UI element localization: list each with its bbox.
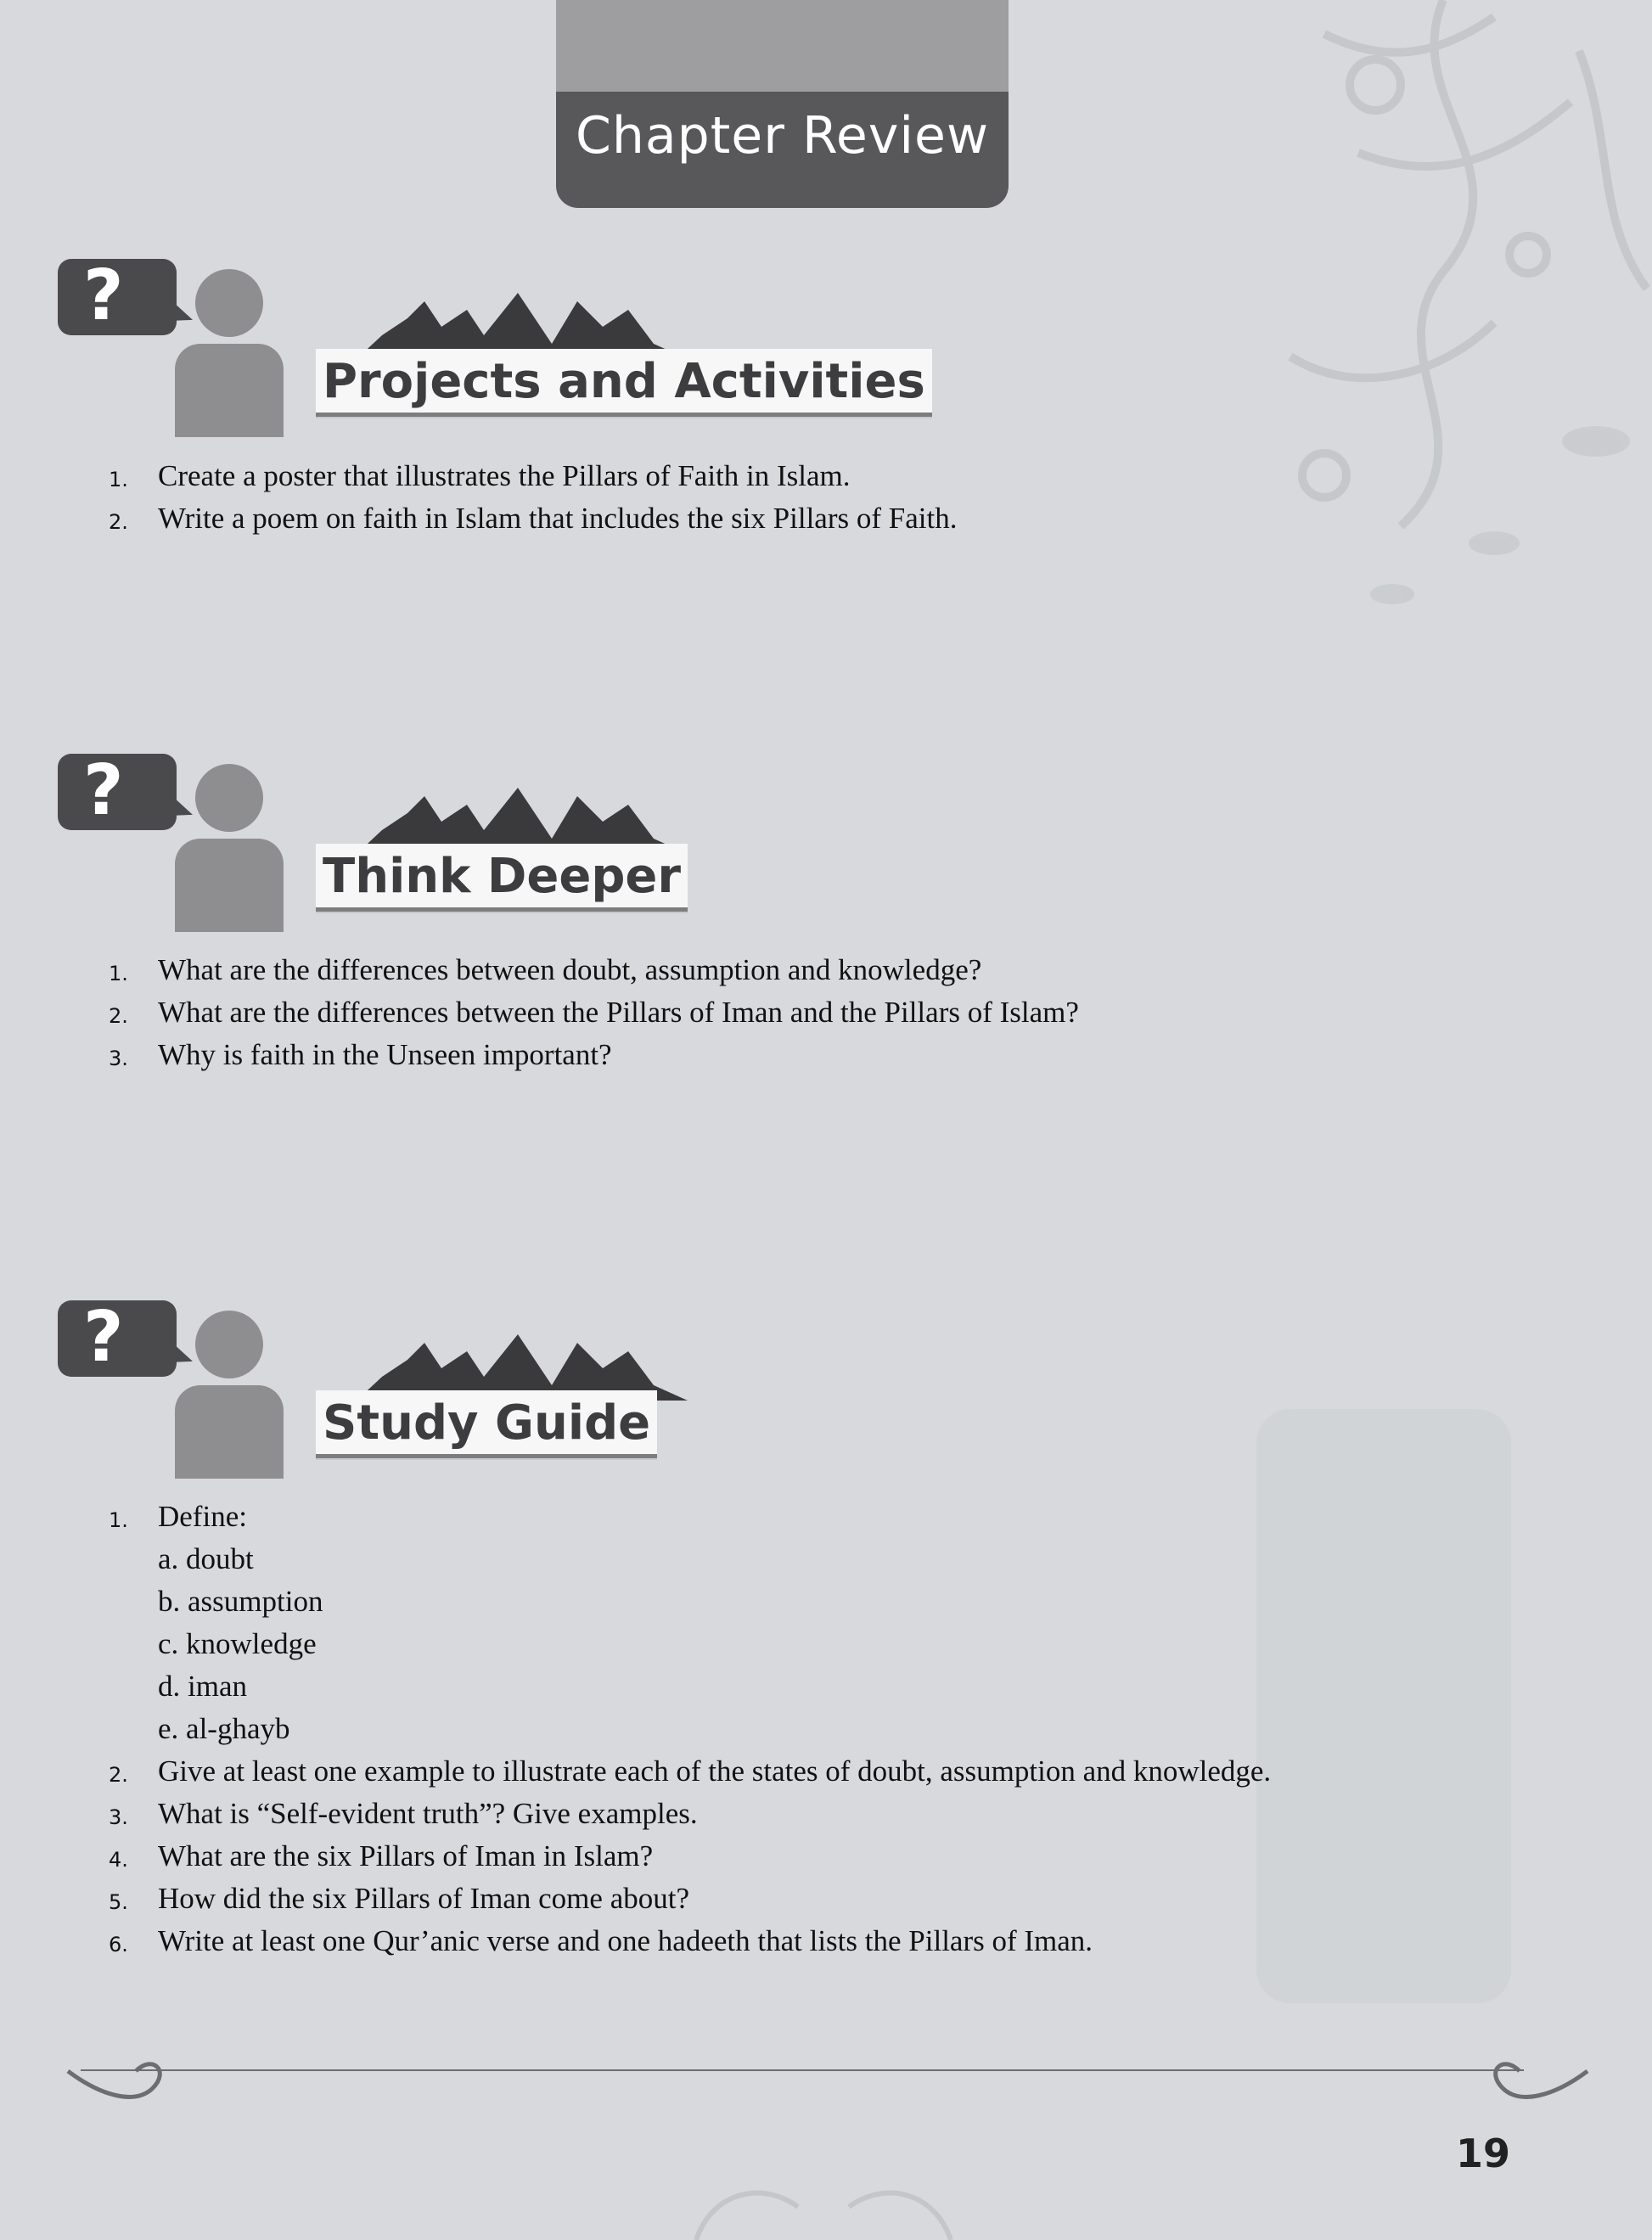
study-section (51, 1297, 985, 1504)
item-number: 2. (109, 1004, 128, 1028)
item-number: 5. (109, 1890, 128, 1914)
study-section-title: Study Guide (316, 1390, 657, 1458)
list-item (100, 1920, 1271, 1962)
bubble-tail (161, 299, 197, 331)
person-body-icon (175, 344, 284, 437)
list-item (100, 497, 957, 540)
item-number: 4. (109, 1848, 128, 1872)
item-text: What is “Self-evident truth”? Give examples. (158, 1797, 698, 1830)
item-number: 1. (109, 1508, 128, 1532)
item-text: Write at least one Qur’anic verse and one hadeeth that lists the Pillars of Iman. (158, 1924, 1093, 1957)
projects-section-title: Projects and Activities (316, 349, 932, 417)
sub-list-item: b. assumption (158, 1585, 323, 1618)
sub-list-item: c. knowledge (158, 1627, 317, 1660)
item-number: 2. (109, 1763, 128, 1787)
sub-list-item: d. iman (158, 1670, 247, 1703)
study-list (100, 1496, 1271, 1962)
item-text: Why is faith in the Unseen important? (158, 1038, 612, 1071)
list-item (100, 1793, 1271, 1835)
item-text: Write a poem on faith in Islam that includes the six Pillars of Faith. (158, 502, 958, 535)
item-number: 6. (109, 1933, 128, 1956)
person-head-icon (195, 1311, 263, 1378)
person-body-icon (175, 839, 284, 932)
question-mark-icon: ? (83, 750, 124, 831)
think-section-title: Think Deeper (316, 844, 688, 912)
item-number: 1. (109, 468, 128, 491)
item-text: Give at least one example to illustrate each of the states of doubt, assumption and knowledge. (158, 1754, 1272, 1788)
item-text: How did the six Pillars of Iman come about? (158, 1882, 689, 1915)
projects-list (100, 455, 957, 540)
list-item (100, 1835, 1271, 1878)
define-sublist (158, 1538, 1271, 1750)
list-item (100, 455, 957, 497)
sub-list-item: e. al-ghayb (158, 1712, 290, 1745)
item-text: What are the six Pillars of Iman in Islam? (158, 1839, 654, 1872)
chapter-title: Chapter Review (575, 106, 990, 166)
person-body-icon (175, 1385, 284, 1479)
item-text: What are the differences between the Pillars of Iman and the Pillars of Islam? (158, 996, 1079, 1029)
list-item (100, 1496, 1271, 1750)
item-number: 3. (109, 1805, 128, 1829)
item-text: Define: (158, 1500, 247, 1533)
question-bubble-icon (58, 750, 177, 831)
footer-divider (81, 2069, 1524, 2071)
sub-list-item: a. doubt (158, 1542, 254, 1575)
list-item (100, 1034, 1079, 1076)
list-item (100, 1878, 1271, 1920)
question-mark-icon: ? (83, 1297, 124, 1378)
question-bubble-icon (58, 1297, 177, 1378)
list-item (100, 991, 1079, 1034)
think-list (100, 949, 1079, 1076)
person-head-icon (195, 269, 263, 337)
chapter-tab (556, 0, 1009, 208)
item-number: 2. (109, 510, 128, 534)
projects-section (51, 255, 985, 463)
item-text: What are the differences between doubt, assumption and knowledge? (158, 953, 982, 986)
list-item (100, 949, 1079, 991)
person-head-icon (195, 764, 263, 832)
item-text: Create a poster that illustrates the Pillars of Faith in Islam. (158, 459, 851, 492)
question-mark-icon: ? (83, 255, 124, 336)
page-number: 19 (1456, 2131, 1511, 2176)
think-section (51, 750, 985, 957)
question-bubble-icon (58, 255, 177, 336)
item-number: 3. (109, 1047, 128, 1070)
bubble-tail (161, 1340, 197, 1373)
bubble-tail (161, 794, 197, 826)
item-number: 1. (109, 962, 128, 985)
list-item (100, 1750, 1271, 1793)
